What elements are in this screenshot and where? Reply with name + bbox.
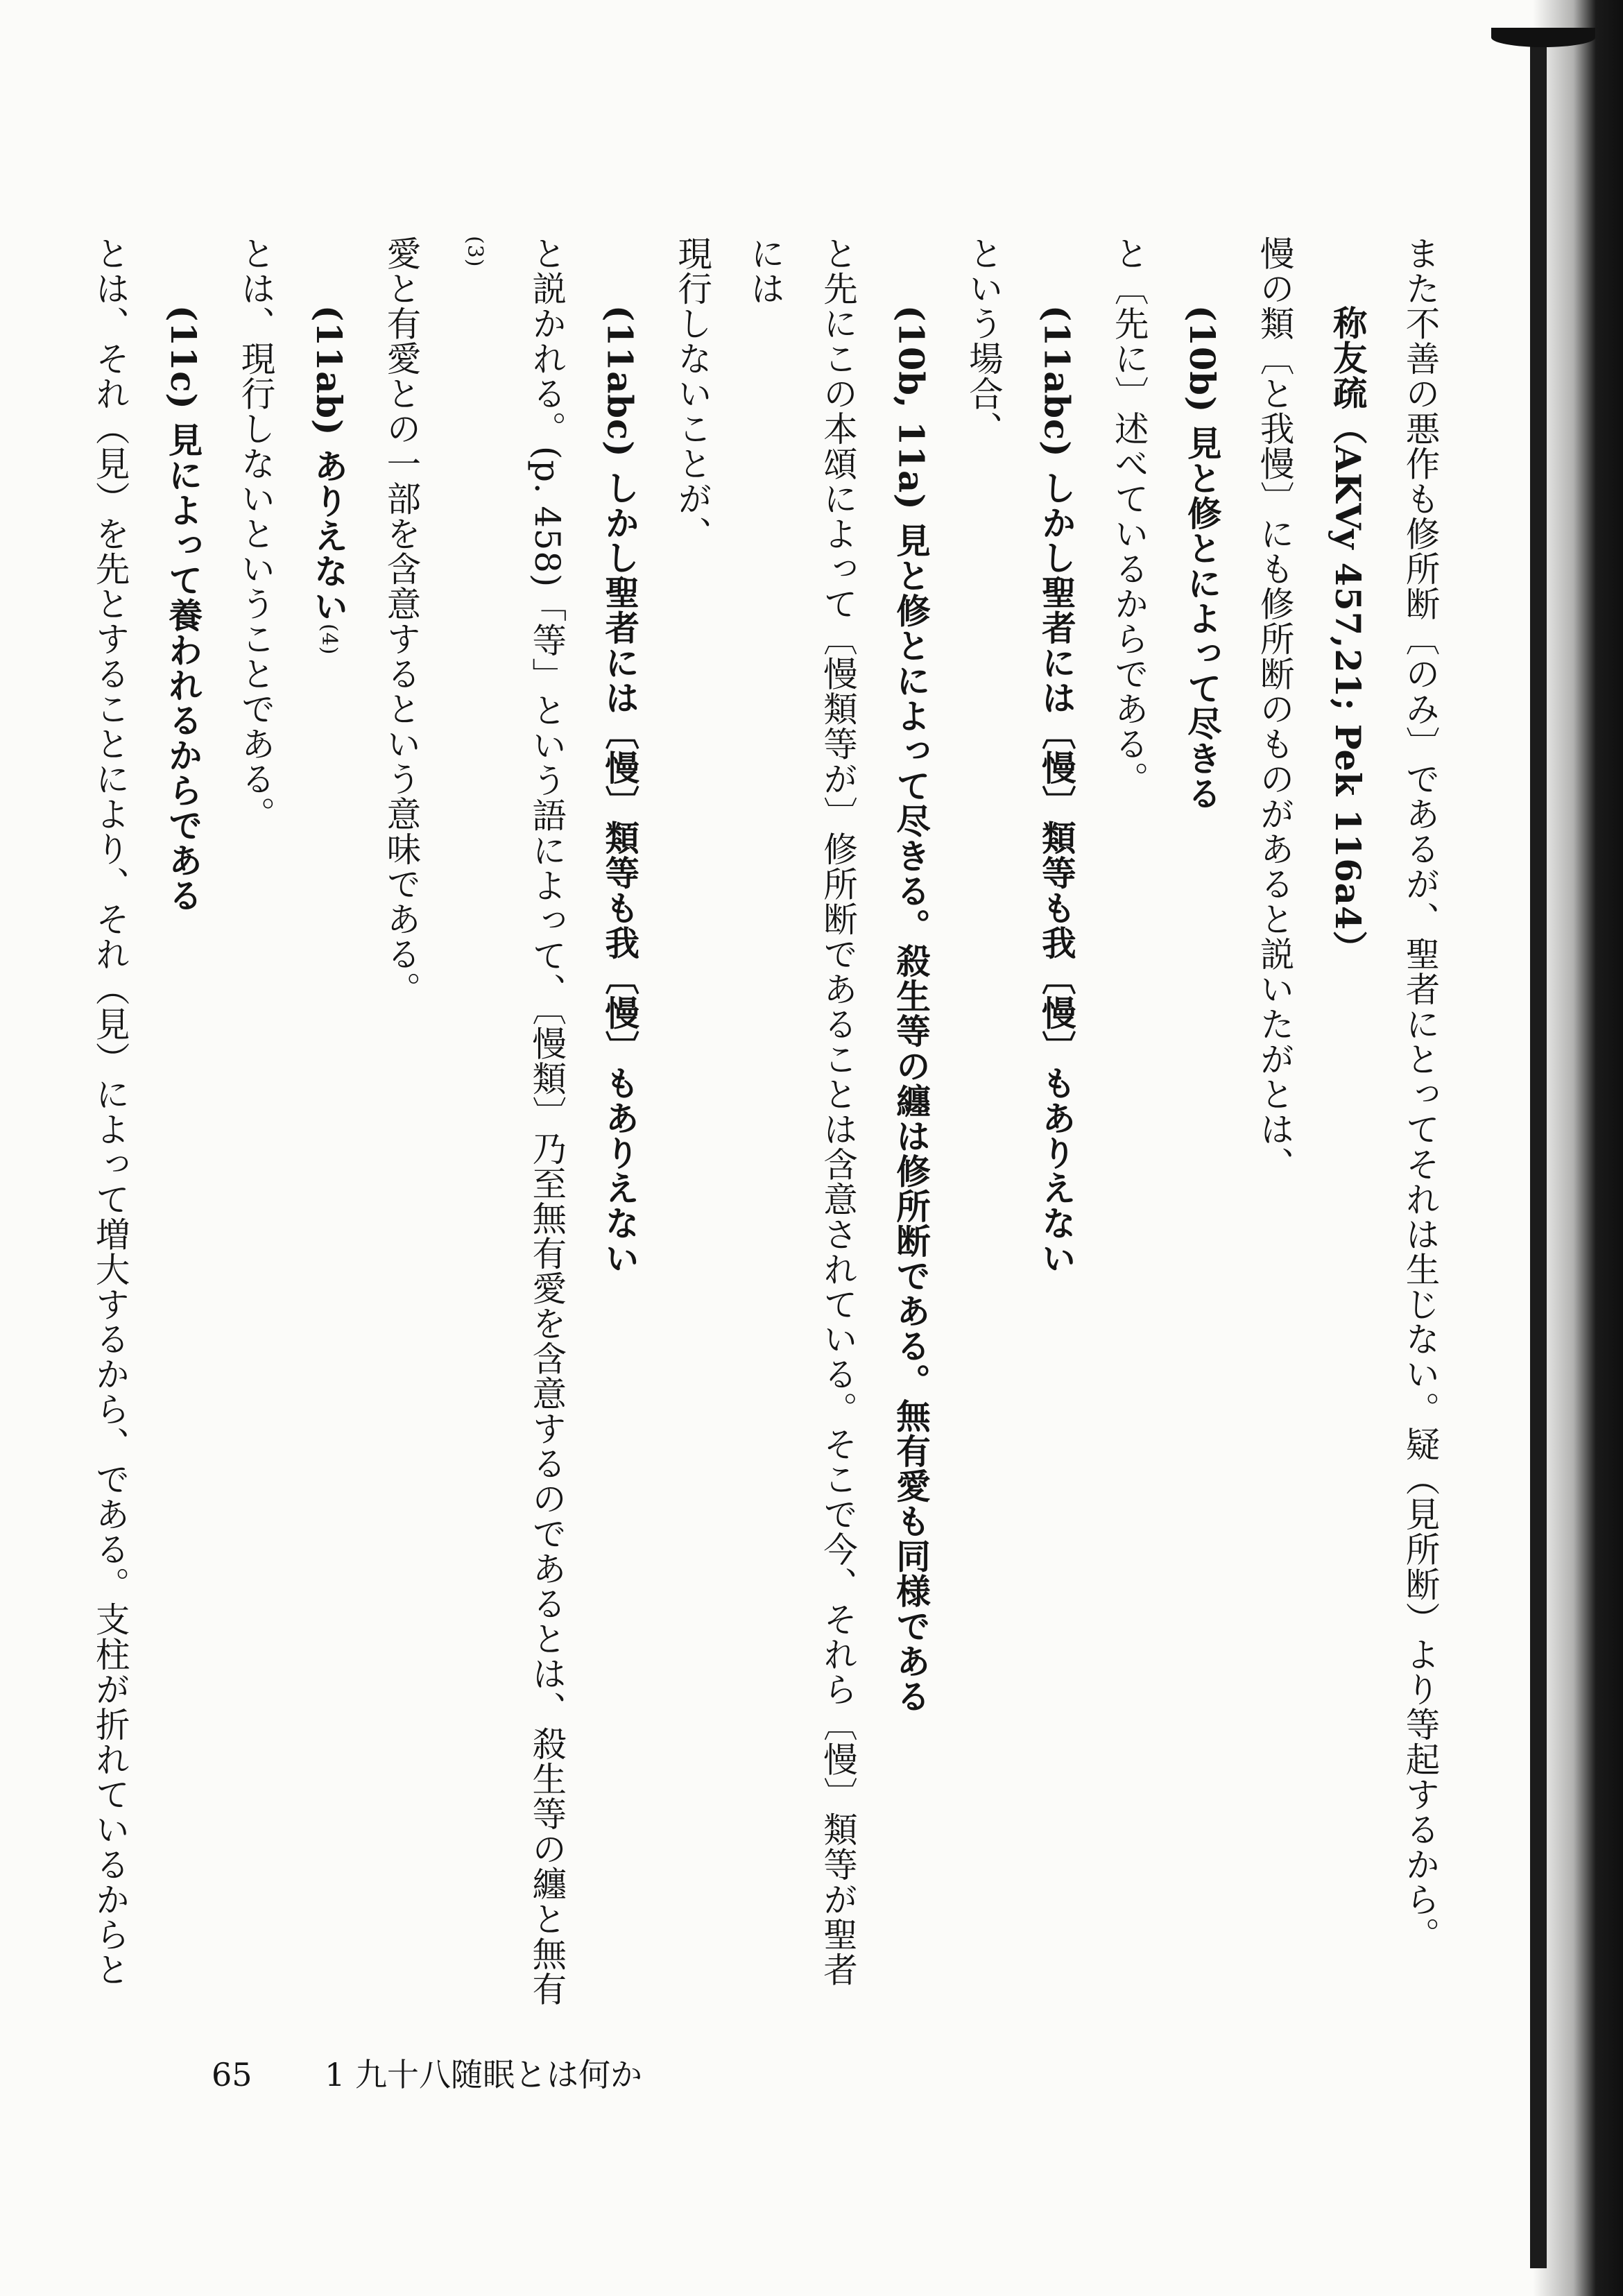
footnote-marker-4: (4) (316, 624, 341, 656)
text-line-13 (365, 236, 438, 2012)
line-1-text: また不善の悪作も修所断〔のみ〕であるが、聖者にとってそれは生じない。疑（見所断）より等起するから。 (1400, 236, 1441, 1953)
line-2-heading: 称友疏（AKVy 457,21; Pek 116a4） (1328, 305, 1368, 966)
line-7-text: という場合、 (963, 236, 1004, 446)
line-9-text: と先にこの本頌によって〔慢類等が〕修所断であることは含意されている。そこで今、それら〔慢〕類等が聖者には (745, 236, 859, 1987)
line-17-text: とは、それ（見）を先とすることにより、それ（見）によって増大するから、である。支柱が折れているからと (90, 236, 131, 1987)
text-line-2 (1311, 236, 1384, 2012)
line-12-text: と説かれる。(p. 458)「等」という語によって、〔慢類〕乃至無有愛を含意するのであるとは、殺生等の纏と無有 (526, 236, 567, 2007)
text-line-1 (1384, 236, 1457, 2012)
line-3-text: 慢の類〔と我慢〕にも修所断のものがあると説いたがとは、 (1255, 236, 1296, 1182)
text-line-5 (1092, 236, 1165, 2012)
text-line-11 (583, 236, 656, 2012)
text-line-9 (729, 236, 875, 2012)
running-head: 1 九十八随眠とは何か (325, 2056, 643, 2093)
footnote-marker-3: (3) (462, 236, 487, 268)
line-6-verse: (11abc) しかし聖者には〔慢〕類等も我〔慢〕もありえない (1036, 305, 1077, 1276)
text-line-7 (947, 236, 1020, 2012)
line-10-text: 現行しないことが、 (672, 236, 713, 551)
text-line-8 (875, 236, 947, 2012)
line-4-verse: (10b) 見と修とによって尽きる (1182, 305, 1223, 811)
text-line-6 (1020, 236, 1092, 2012)
text-line-14 (292, 236, 365, 2012)
text-line-4 (1165, 236, 1238, 2012)
page-number: 65 (212, 2056, 252, 2093)
text-line-10 (656, 236, 729, 2012)
line-16-verse: (11c) 見によって養われるからである (163, 305, 204, 913)
binding-edge-line (1530, 28, 1547, 2268)
text-line-3 (1238, 236, 1311, 2012)
text-line-17 (74, 236, 146, 2012)
line-14-verse: (11ab) ありえない (308, 305, 349, 624)
line-8-verse: (10b, 11a) 見と修とによって尽きる。殺生等の纏は修所断である。無有愛も同様である (891, 305, 931, 1714)
binding-edge-cap (1491, 28, 1595, 47)
text-line-12 (438, 236, 583, 2012)
text-line-15 (219, 236, 292, 2012)
vertical-text-body (90, 236, 1457, 2012)
line-11-verse: (11abc) しかし聖者には〔慢〕類等も我〔慢〕もありえない (599, 305, 640, 1276)
text-line-16 (146, 236, 219, 2012)
line-5-text: と〔先に〕述べているからである。 (1109, 236, 1150, 796)
line-13-text: 愛と有愛との一部を含意するという意味である。 (381, 236, 422, 1006)
line-15-text: とは、現行しないということである。 (236, 236, 276, 832)
page-footer (212, 2050, 642, 2096)
